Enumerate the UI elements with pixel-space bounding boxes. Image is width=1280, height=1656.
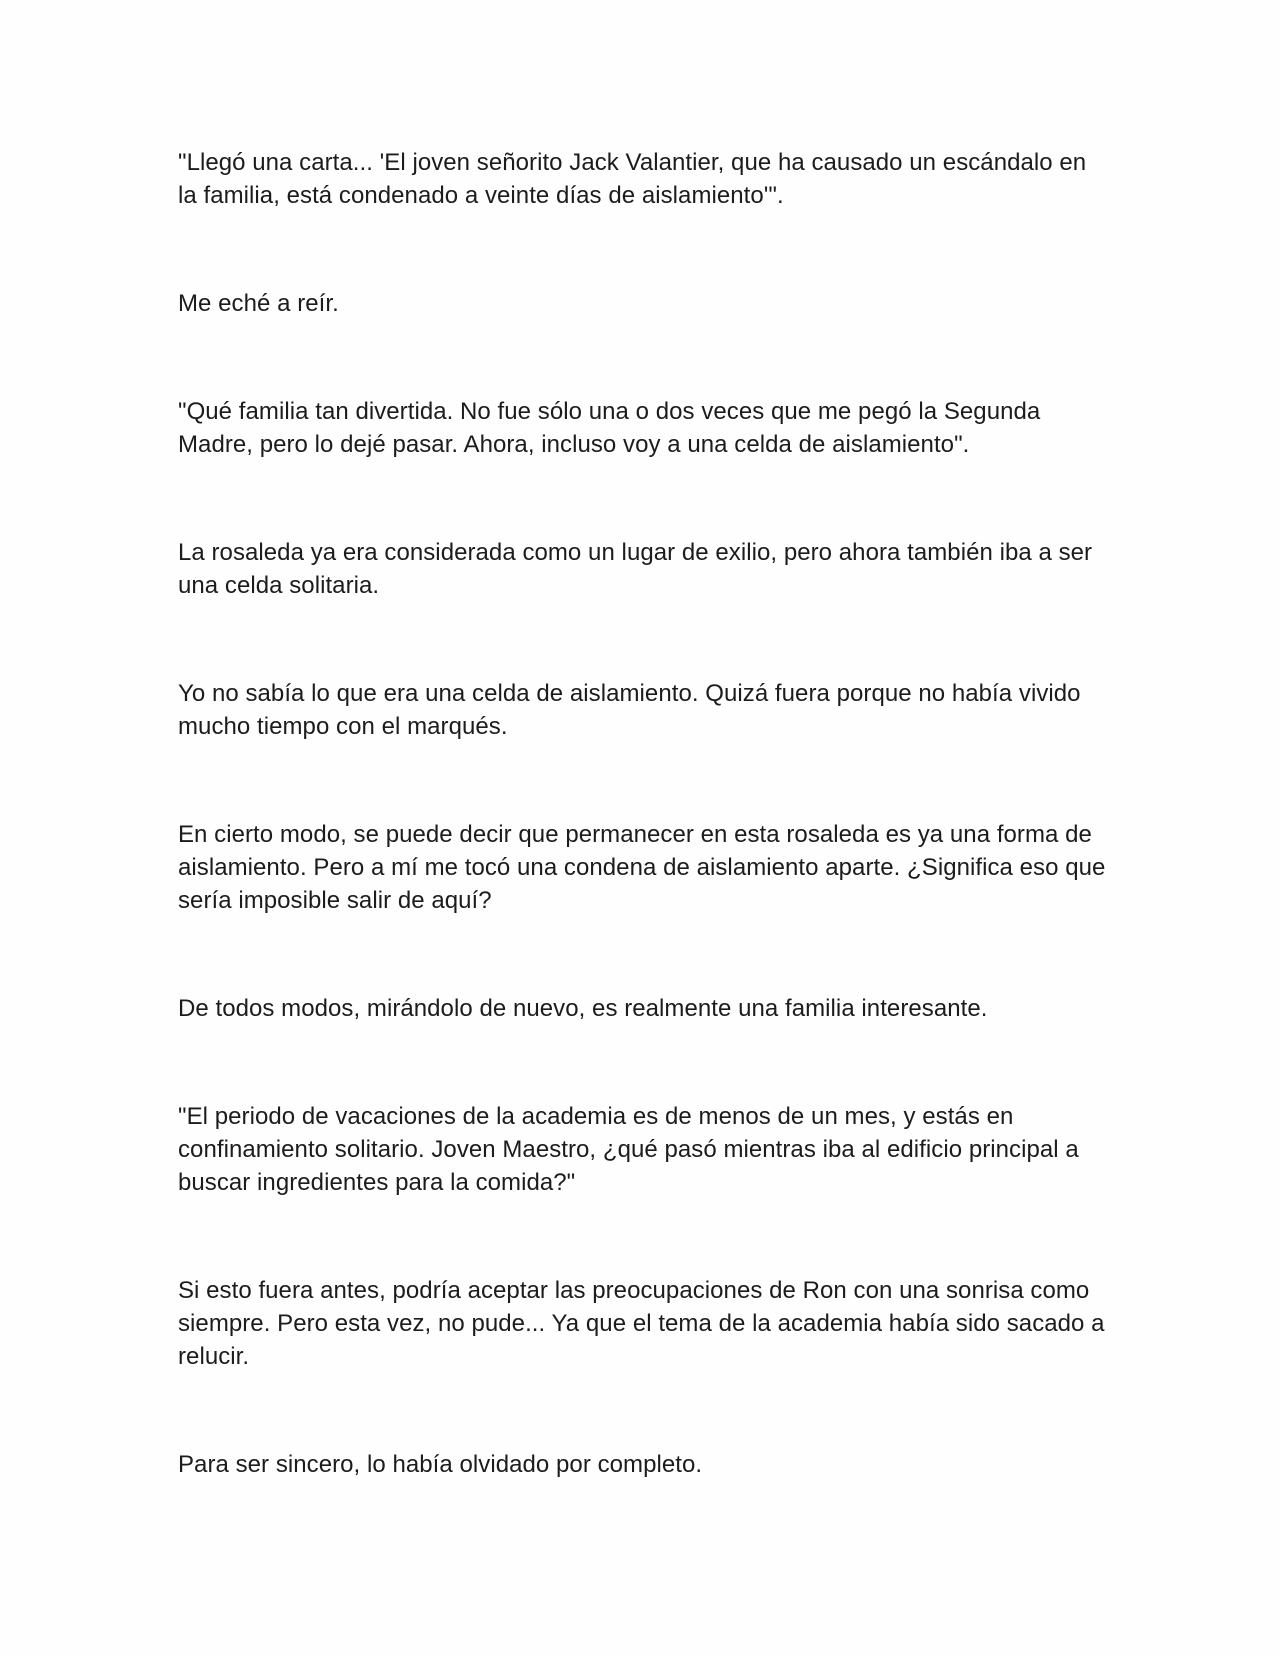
- paragraph-interesting-family: De todos modos, mirándolo de nuevo, es realmente una familia interesante.: [178, 995, 988, 1022]
- paragraph-letter: "Llegó una carta... 'El joven señorito Jack Valantier, que ha causado un escándalo en la familia, está condenado a veinte días de aislamiento'".: [178, 149, 1087, 209]
- paragraph-isolation-cell: Yo no sabía lo que era una celda de aislamiento. Quizá fuera porque no había vivido mucho tiempo con el marqués.: [178, 680, 1081, 740]
- paragraph-sentence: En cierto modo, se puede decir que permanecer en esta rosaleda es ya una forma de aislamiento. Pero a mí me tocó una condena de aislamiento aparte. ¿Significa eso que sería imposible salir de aquí?: [178, 821, 1106, 914]
- paragraph-ron: Si esto fuera antes, podría aceptar las preocupaciones de Ron con una sonrisa como siempre. Pero esta vez, no pude... Ya que el tema de la academia había sido sacado a relucir.: [178, 1277, 1105, 1370]
- paragraph-vacation: "El periodo de vacaciones de la academia es de menos de un mes, y estás en confinamiento solitario. Joven Maestro, ¿qué pasó mientras iba al edificio principal a buscar ingredientes para la comida?": [178, 1103, 1079, 1196]
- document-body: [178, 146, 1108, 1481]
- paragraph-laugh: Me eché a reír.: [178, 290, 339, 317]
- paragraph-forgotten: Para ser sincero, lo había olvidado por completo.: [178, 1451, 703, 1478]
- paragraph-family: "Qué familia tan divertida. No fue sólo una o dos veces que me pegó la Segunda Madre, pero lo dejé pasar. Ahora, incluso voy a una celda de aislamiento".: [178, 398, 1041, 458]
- paragraph-rose-garden: La rosaleda ya era considerada como un lugar de exilio, pero ahora también iba a ser una celda solitaria.: [178, 539, 1093, 599]
